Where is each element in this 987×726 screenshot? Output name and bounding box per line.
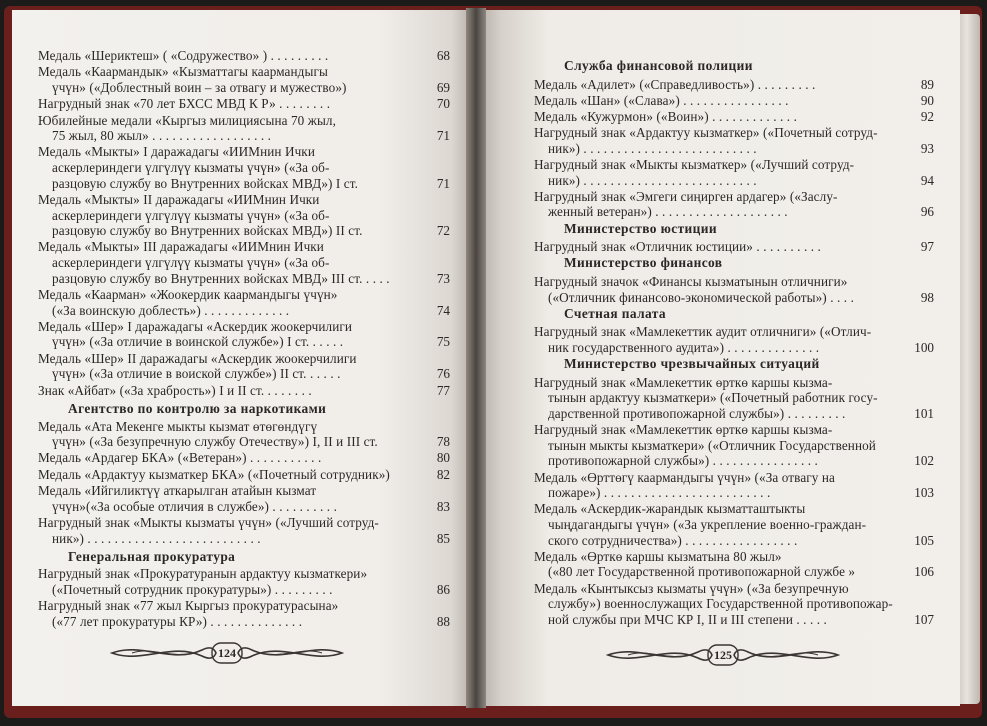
toc-page-number: 71 (436, 175, 450, 191)
toc-entry-line: («77 лет прокуратуры КР») . . . . . . . . . . . . . . (52, 613, 303, 629)
toc-entry-line: ной службы при МЧС КР I, II и III степени . . . . . (548, 611, 827, 627)
page-ornament (598, 642, 848, 668)
toc-entry-line: противопожарной службы») . . . . . . . . . . . . . . . . (548, 453, 818, 469)
section-heading: Счетная палата (564, 305, 666, 321)
section-heading: Министерство юстиции (564, 220, 718, 236)
toc-entry-line: разцовую службу во Внутренних войсках МВД» III ст. . . . . (52, 270, 390, 286)
toc-page-number: 71 (436, 128, 450, 144)
toc-entry-line: Нагрудный знак «Мамлекеттик аудит отличниги» («Отлич- (534, 324, 872, 340)
toc-entry-line: аскерлериндеги үлгүлүү кызматы үчүн» («За об- (52, 160, 330, 175)
toc-page-number: 92 (920, 109, 934, 124)
toc-entry-line: тынын мыкты кызматкери» («Отличник Государственной (548, 437, 876, 453)
toc-entry-line: Медаль «Каарман» «Жоокердик каармандыгы үчүн» (38, 286, 338, 302)
toc-entry-line: («80 лет Государственной противопожарной службе » (548, 564, 856, 580)
toc-page-number: 76 (436, 366, 450, 382)
toc-entry-line: Медаль «Шан» («Слава») . . . . . . . . . . . . . . . . (534, 92, 789, 108)
toc-entry-line: Знак «Айбат» («За храбрость») I и II ст. . . . . . . . (38, 382, 312, 398)
toc-entry-line: аскерлериндеги үлгүлүү кызматы үчүн» («За об- (52, 207, 330, 223)
toc-entry-line: Нагрудный знак «Мыкты кызматкер» («Лучший сотруд- (534, 157, 855, 172)
toc-entry-line: Нагрудный знак «Отличник юстиции» . . . . . . . . . . (534, 239, 821, 255)
toc-entry-line: Медаль «Шер» I даражадагы «Аскердик жоокерчилиги (38, 318, 353, 334)
toc-entry-line: Медаль «Мыкты» III даражадагы «ИИМнин Ички (38, 239, 324, 255)
toc-entry-line: Нагрудный знак «Ардактуу кызматкер» («Почетный сотруд- (534, 125, 878, 141)
toc-page-number: 70 (436, 96, 450, 112)
page-number: 124 (218, 646, 236, 660)
toc-entry-line: 75 жыл, 80 жыл» . . . . . . . . . . . . . . . . . . (52, 128, 272, 144)
toc-page-number: 72 (436, 223, 450, 239)
toc-entry-line: ник») . . . . . . . . . . . . . . . . . . . . . . . . . . (548, 140, 757, 156)
toc-entry-line: үчүн» («За отличие в воиской службе») II ст. . . . . . (52, 366, 341, 382)
toc-page-number: 107 (914, 611, 934, 627)
toc-page-number: 68 (436, 48, 450, 63)
toc-page-number: 105 (914, 532, 934, 548)
section-heading: Министерство чрезвычайных ситуаций (564, 356, 820, 372)
toc-entry-line: чыңдагандыгы үчүн» («За укрепление военно-граждан- (548, 517, 867, 532)
toc-entry-line: Медаль «Ата Мекенге мыкты кызмат өтөгөндүгү (38, 418, 318, 434)
toc-entry-line: Медаль «Адилет» («Справедливость») . . . . . . . . . (534, 76, 816, 92)
toc-page-number: 90 (920, 92, 934, 108)
toc-page-number: 85 (436, 530, 450, 546)
toc-page-number: 101 (914, 406, 934, 421)
toc-entry-line: Нагрудный знак «77 жыл Кыргыз прокуратурасына» (38, 598, 339, 614)
toc-entry-line: Нагрудный значок «Финансы кызматынын отличниги» (534, 274, 848, 289)
toc-entry-line: разцовую службу во Внутренних войсках МВД») II ст. (52, 223, 363, 239)
toc-page-number: 83 (436, 498, 450, 514)
toc-entry-line: Медаль «Каармандык» «Кызматтагы каармандыгы (38, 64, 328, 80)
toc-page-number: 106 (914, 564, 934, 580)
toc-entry-line: разцовую службу во Внутренних войсках МВД») I ст. (52, 175, 359, 191)
toc-entry-line: («Почетный сотрудник прокуратуры») . . . . . . . . . (52, 582, 333, 597)
right-page (482, 10, 960, 706)
toc-page-number: 100 (914, 340, 934, 355)
toc-entry-line: үчүн» («За безупречную службу Отечеству») I, II и III ст. (52, 434, 378, 450)
toc-page-number: 103 (914, 485, 934, 501)
toc-page-number: 102 (914, 453, 934, 469)
book-spine-gutter (466, 8, 486, 708)
toc-entry-line: Медаль «Кужурмон» («Воин») . . . . . . . . . . . . . (534, 109, 797, 124)
page-number: 125 (714, 648, 732, 662)
toc-page-number: 94 (920, 172, 934, 188)
toc-entry-line: үчүн»(«За особые отличия в службе») . . . . . . . . . . (52, 498, 337, 514)
toc-entry-line: Нагрудный знак «Прокуратуранын ардактуу кызматкери» (38, 566, 368, 582)
toc-entry-line: Медаль «Өрткө каршы кызматына 80 жыл» (534, 548, 782, 564)
toc-page-number: 80 (436, 450, 450, 466)
toc-entry-line: Нагрудный знак «70 лет БХСС МВД К Р» . . . . . . . . (38, 96, 331, 112)
toc-entry-line: Медаль «Аскердик-жарандык кызматташтыкты (534, 501, 806, 517)
toc-page-number: 88 (436, 613, 450, 629)
toc-entry-line: ник») . . . . . . . . . . . . . . . . . . . . . . . . . . (548, 172, 757, 188)
toc-entry-line: Медаль «Мыкты» I даражадагы «ИИМнин Ички (38, 144, 315, 160)
toc-entry-line: үчүн» («Доблестный воин – за отвагу и мужество») (52, 79, 347, 95)
toc-entry-line: аскерлериндеги үлгүлүү кызматы үчүн» («За об- (52, 255, 330, 270)
section-heading: Генеральная прокуратура (68, 548, 236, 564)
toc-page-number: 97 (920, 239, 934, 255)
toc-entry-line: ник государственного аудита») . . . . . . . . . . . . . . (548, 340, 820, 355)
toc-entry-line: Нагрудный знак «Мамлекеттик өрткө каршы кызма- (534, 374, 833, 390)
section-heading: Служба финансовой полиции (564, 58, 753, 73)
toc-entry-line: Медаль «Мыкты» II даражадагы «ИИМнин Ички (38, 191, 320, 207)
toc-entry-line: Медаль «Ийгиликтүү аткарылган атайын кызмат (38, 483, 317, 498)
toc-entry-line: үчүн» («За отличие в воинской службе») I ст. . . . . . (52, 334, 344, 350)
toc-entry-line: ник») . . . . . . . . . . . . . . . . . . . . . . . . . . (52, 530, 261, 546)
toc-entry-line: Юбилейные медали «Кыргыз милициясына 70 жыл, (38, 112, 337, 128)
toc-entry-line: Медаль «Ардагер БКА» («Ветеран») . . . . . . . . . . . (38, 450, 322, 466)
toc-entry-line: Медаль «Кынтыксыз кызматы үчүн» («За безупречную (534, 580, 849, 596)
toc-page-number: 69 (436, 79, 450, 95)
toc-page-number: 82 (436, 466, 450, 482)
toc-entry-line: тынын ардактуу кызматкери» («Почетный работник госу- (548, 390, 878, 406)
section-heading: Министерство финансов (564, 255, 723, 271)
toc-entry-line: Медаль «Өрттөгү каармандыгы үчүн» («За отвагу на (534, 469, 835, 485)
toc-entry-line: Нагрудный знак «Мамлекеттик өрткө каршы кызма- (534, 422, 833, 438)
toc-entry-line: («За воинскую доблесть») . . . . . . . . . . . . . (52, 302, 290, 318)
toc-page-number: 77 (436, 382, 450, 398)
toc-page-number: 98 (920, 289, 934, 305)
toc-entry-line: пожаре») . . . . . . . . . . . . . . . . . . . . . . . . . (548, 485, 771, 501)
page-ornament (102, 640, 352, 666)
toc-page-number: 86 (436, 582, 450, 597)
page-edges (958, 14, 980, 704)
toc-entry-line: Медаль «Шериктеш» ( «Содружество» ) . . . . . . . . . (38, 48, 329, 63)
toc-entry-line: женный ветеран») . . . . . . . . . . . . . . . . . . . . (548, 204, 788, 220)
toc-entry-line: службу») военнослужащих Государственной противопожар- (548, 596, 893, 612)
toc-page-number: 78 (436, 434, 450, 450)
left-page (12, 10, 470, 706)
toc-page-number: 75 (436, 334, 450, 350)
toc-entry-line: («Отличник финансово-экономической работы») . . . . (548, 289, 854, 305)
toc-page-number: 74 (436, 302, 450, 318)
toc-entry-line: дарственной противопожарной службы») . . . . . . . . . (548, 406, 846, 421)
toc-page-number: 73 (436, 270, 450, 286)
toc-entry-line: Медаль «Ардактуу кызматкер БКА» («Почетный сотрудник») (38, 466, 390, 482)
toc-entry-line: Медаль «Шер» II даражадагы «Аскердик жоокерчилиги (38, 350, 357, 366)
section-heading: Агентство по контролю за наркотиками (68, 400, 327, 416)
toc-entry-line: Нагрудный знак «Эмгеги сиңирген ардагер» («Заслу- (534, 188, 838, 204)
toc-page-number: 96 (920, 204, 934, 220)
toc-page-number: 93 (920, 140, 934, 156)
toc-entry-line: Нагрудный знак «Мыкты кызматы үчүн» («Лучший сотруд- (38, 514, 379, 530)
toc-entry-line: ского сотрудничества») . . . . . . . . . . . . . . . . . (548, 532, 798, 548)
toc-page-number: 89 (920, 76, 934, 92)
